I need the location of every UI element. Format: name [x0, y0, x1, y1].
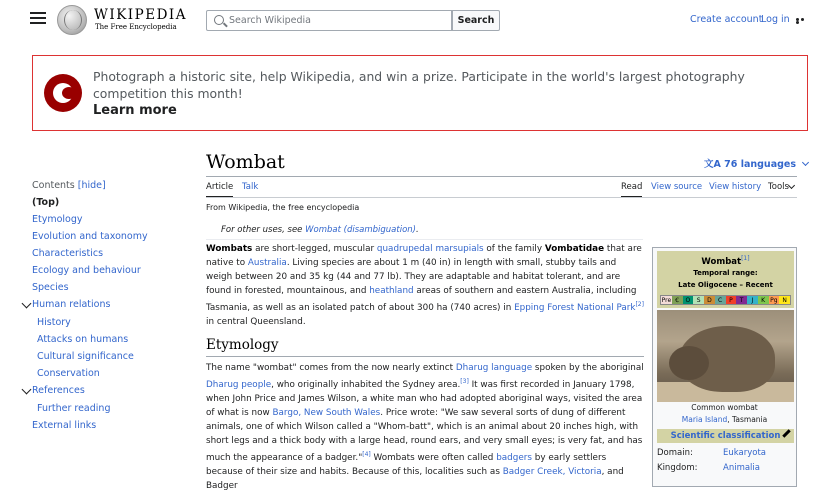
taxon-rank-label: Kingdom:	[657, 463, 698, 473]
timescale-carboniferous[interactable]: C	[715, 296, 726, 304]
toc-item-ecology[interactable]: Ecology and behaviour	[32, 265, 141, 276]
timescale-paleogene[interactable]: Pg	[770, 297, 778, 304]
infobox-header	[657, 251, 794, 308]
title-divider	[206, 176, 797, 177]
infobox-title-text: Wombat	[701, 256, 742, 267]
infobox	[652, 247, 797, 487]
toc-item-species[interactable]: Species	[32, 282, 69, 293]
hatnote	[221, 225, 419, 235]
wiki-loves-monuments-logo	[44, 74, 82, 112]
link-badgers[interactable]: badgers	[496, 452, 532, 463]
bold-family: Vombatidae	[544, 244, 605, 254]
taxon-rank-label: Domain:	[657, 448, 693, 458]
link-dharug-language[interactable]: Dharug language	[455, 363, 533, 373]
citation-3[interactable]: [3]	[460, 378, 469, 385]
wikipedia-globe-logo[interactable]	[57, 5, 87, 35]
tools-menu[interactable]: Tools	[768, 182, 789, 192]
toc-item-cultural[interactable]: Cultural significance	[37, 351, 134, 362]
toc-heading: Contents	[32, 180, 75, 191]
photo-caption: Common wombat	[691, 403, 758, 412]
toc-item-history[interactable]: History	[37, 317, 71, 328]
timescale-cretaceous[interactable]: K	[758, 296, 769, 304]
chevron-down-icon[interactable]	[22, 385, 32, 395]
link-quadrupedal[interactable]: quadrupedal	[376, 244, 433, 254]
geologic-timescale-bar[interactable]	[660, 295, 791, 305]
toc-title	[32, 180, 106, 191]
page-title: Wombat	[206, 151, 285, 173]
citation-2[interactable]: [2]	[635, 301, 644, 308]
timescale-jurassic[interactable]: J	[747, 296, 758, 304]
section-heading-etymology: Etymology	[206, 337, 279, 353]
link-maria-island[interactable]: Maria Island	[681, 415, 728, 424]
toc-item-external-links[interactable]: External links	[32, 420, 97, 431]
link-heathland[interactable]: heathland	[369, 286, 414, 296]
link-bargo[interactable]: Bargo, New South Wales	[272, 407, 381, 418]
link-badger-creek[interactable]: Badger Creek, Victoria	[502, 466, 602, 477]
lead-paragraph: Wombats are short-legged, muscular quadrupedal marsupials of the family Vombatidae that are native to Australia. Living species are about 1 m (40 in) in length with small, stubby tails and weigh between 20 and 35 kg (44 and 77 lb). They are adaptable and habitat tolerant, and are found in forested, mountainous, and heathland areas of southern and eastern Australia, including Tasmania, as well as an isolated patch of about 300 ha (740 acres) in Epping Forest National Park[2] in central Queensland.	[206, 244, 644, 327]
photo-location	[653, 415, 796, 424]
taxon-row-domain	[657, 448, 767, 458]
chevron-down-icon[interactable]	[788, 182, 795, 189]
toc-item-human-relations[interactable]: Human relations	[32, 299, 111, 310]
toc-hide-button[interactable]: [hide]	[77, 180, 106, 191]
hatnote-period: .	[415, 225, 419, 235]
link-dharug-people[interactable]: Dharug people	[206, 379, 272, 390]
timescale-triassic[interactable]: T	[736, 296, 747, 304]
temporal-range-value: Late Oligocene – Recent	[678, 281, 773, 289]
toc-item-characteristics[interactable]: Characteristics	[32, 248, 104, 259]
wikipedia-tagline: The Free Encyclopedia	[95, 23, 177, 31]
learn-more-link[interactable]: Learn more	[93, 103, 177, 118]
site-subtitle: From Wikipedia, the free encyclopedia	[206, 203, 360, 212]
scientific-classification-label[interactable]: Scientific classification	[670, 431, 781, 441]
tab-view-source[interactable]: View source	[651, 182, 703, 192]
main-menu-button[interactable]	[30, 12, 46, 26]
tab-view-history[interactable]: View history	[709, 182, 762, 192]
tabs-divider	[206, 197, 797, 198]
toc-item-references[interactable]: References	[32, 385, 85, 396]
toc-item-etymology[interactable]: Etymology	[32, 214, 83, 225]
citation-4[interactable]: [4]	[362, 450, 371, 458]
search-box[interactable]	[206, 10, 452, 31]
etymology-paragraph: The name "wombat" comes from the now nearly extinct Dharug language spoken by the aboriginal Dharug people, who originally inhabited the Sydney area.[3] It was first recorded in January 1798, when John Price and James Wilson, a white man who had adopted aboriginal ways, visited the area of what is now Bargo, New South Wales. Price wrote: "We saw several sorts of dung of different animals, one of which Wilson called a "Whom-batt", which is an animal about 20 inches high, with short legs and a thick body with a large head, round ears, and very small eyes; is very fat, and has much the appearance of a badger."[4] Wombats were often called badgers by early settlers because of their size and habits. Because of this, localities such as Badger Creek, Victoria, and Badger	[206, 363, 644, 491]
link-epping-forest[interactable]: Epping Forest National Park	[514, 302, 636, 313]
chevron-down-icon	[802, 159, 809, 166]
timescale-permian[interactable]: P	[726, 296, 737, 304]
tab-read[interactable]: Read	[621, 182, 643, 192]
language-count: 76 languages	[724, 159, 797, 170]
search-button[interactable]: Search	[452, 10, 500, 31]
toc-item-top[interactable]: (Top)	[32, 197, 60, 208]
language-button[interactable]	[704, 156, 808, 170]
translate-icon: 文A	[704, 159, 721, 170]
login-link[interactable]: Log in	[761, 14, 790, 25]
search-input[interactable]	[229, 13, 439, 28]
disambiguation-link[interactable]: Wombat (disambiguation)	[305, 225, 416, 235]
edit-pencil-icon[interactable]	[782, 429, 790, 437]
timescale-ordovician[interactable]: O	[683, 296, 694, 304]
banner-text: Photograph a historic site, help Wikipedia, and win a prize. Participate in the world's largest photography competition this month!	[93, 69, 745, 101]
timescale-silurian[interactable]: S	[693, 296, 704, 304]
timescale-neogene[interactable]: N	[779, 296, 790, 304]
citation-1[interactable]: [1]	[741, 255, 750, 262]
wombat-photo[interactable]	[657, 310, 794, 400]
search-icon	[214, 15, 224, 25]
link-eukaryota[interactable]: Eukaryota	[723, 448, 767, 458]
link-marsupials[interactable]: marsupials	[435, 244, 484, 254]
scientific-classification-header[interactable]	[657, 429, 794, 443]
chevron-down-icon[interactable]	[22, 299, 32, 309]
link-australia[interactable]: Australia	[247, 258, 287, 268]
toc-item-attacks[interactable]: Attacks on humans	[37, 334, 129, 345]
location-suffix: , Tasmania	[727, 415, 768, 424]
bold-term: Wombats	[206, 244, 253, 254]
more-options-icon[interactable]	[796, 18, 808, 22]
campaign-banner	[32, 55, 808, 131]
taxon-row-kingdom	[657, 463, 760, 473]
toc-item-conservation[interactable]: Conservation	[37, 368, 100, 379]
create-account-link[interactable]: Create account	[690, 14, 763, 25]
wikipedia-wordmark[interactable]: WIKIPEDIA	[94, 7, 187, 23]
timescale-pre[interactable]: Pre	[661, 297, 672, 304]
hatnote-text: For other uses, see	[221, 225, 306, 235]
toc-item-evolution[interactable]: Evolution and taxonomy	[32, 231, 148, 242]
infobox-title	[657, 255, 794, 267]
timescale-cambrian[interactable]: Ꞓ	[672, 296, 683, 304]
section-divider	[206, 356, 644, 357]
toc-item-further-reading[interactable]: Further reading	[37, 403, 111, 414]
temporal-range-label: Temporal range:	[693, 269, 758, 277]
hatnote-divider	[206, 239, 643, 240]
tab-talk[interactable]: Talk	[242, 182, 259, 192]
link-animalia[interactable]: Animalia	[723, 463, 760, 473]
timescale-devonian[interactable]: D	[704, 296, 715, 304]
tab-article[interactable]: Article	[206, 182, 234, 192]
